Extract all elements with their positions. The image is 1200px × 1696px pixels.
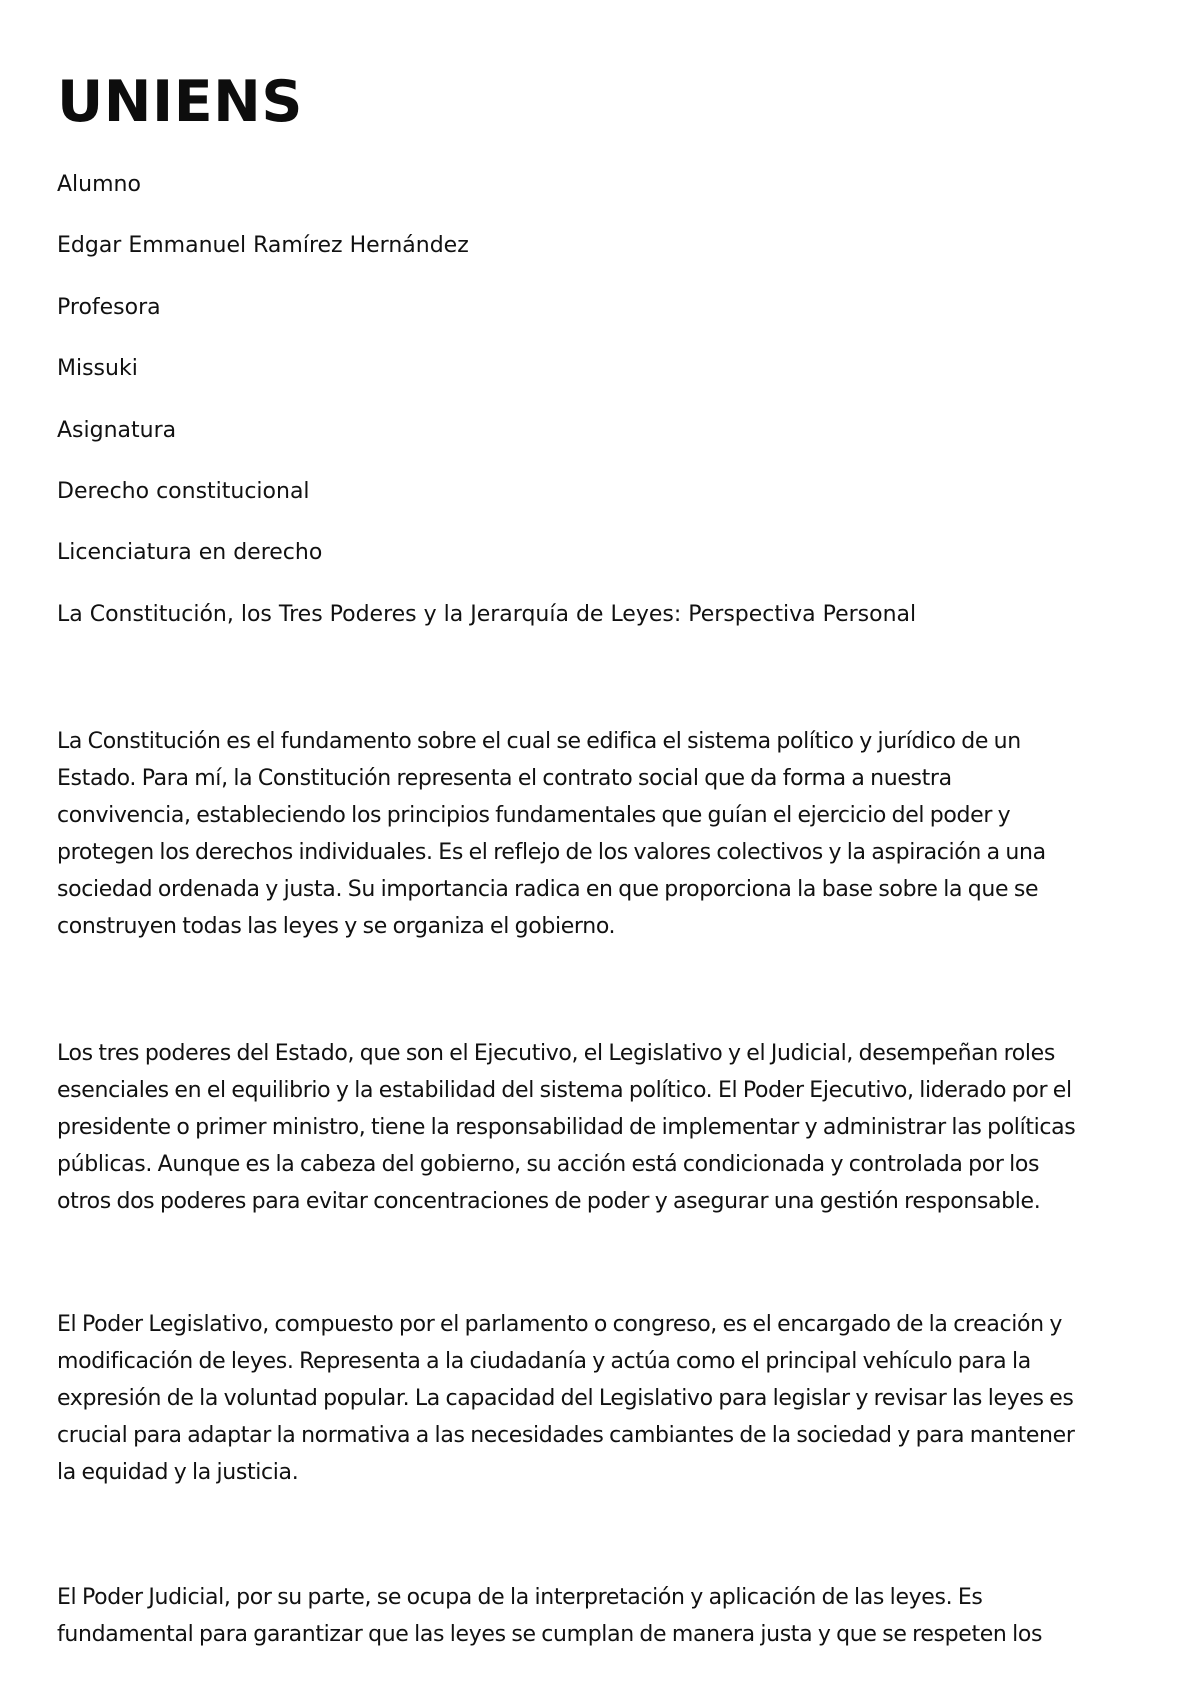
paragraph-judicial (57, 1579, 1157, 1653)
essay-title: La Constitución, los Tres Poderes y la Jerarquía de Leyes: Perspectiva Personal (57, 601, 917, 627)
subject-name: Derecho constitucional (57, 478, 310, 504)
paragraph-line: fundamental para garantizar que las leyes se cumplan de manera justa y que se respeten los (57, 1622, 1043, 1647)
paragraph-line: esenciales en el equilibrio y la estabilidad del sistema político. El Poder Ejecutivo, liderado por el (57, 1078, 1072, 1103)
paragraph-line: protegen los derechos individuales. Es el reflejo de los valores colectivos y la aspiración a una (57, 840, 1046, 865)
paragraph-line: El Poder Judicial, por su parte, se ocupa de la interpretación y aplicación de las leyes. Es (57, 1585, 983, 1610)
paragraph-line: crucial para adaptar la normativa a las necesidades cambiantes de la sociedad y para mantener (57, 1423, 1075, 1448)
paragraph-line: presidente o primer ministro, tiene la responsabilidad de implementar y administrar las políticas (57, 1115, 1076, 1140)
paragraph-line: la equidad y la justicia. (57, 1460, 299, 1485)
header-info (57, 170, 916, 661)
teacher-label: Profesora (57, 294, 161, 320)
paragraph-line: La Constitución es el fundamento sobre el cual se edifica el sistema político y jurídico de un (57, 729, 1021, 754)
paragraph-legislative (57, 1306, 1157, 1491)
paragraph-line: modificación de leyes. Representa a la ciudadanía y actúa como el principal vehículo para la (57, 1349, 1031, 1374)
subject-label: Asignatura (57, 417, 177, 443)
paragraph-line: sociedad ordenada y justa. Su importancia radica en que proporciona la base sobre la que se (57, 877, 1039, 902)
paragraph-constitution (57, 723, 1157, 945)
teacher-name: Missuki (57, 356, 138, 382)
paragraph-line: Estado. Para mí, la Constitución representa el contrato social que da forma a nuestra (57, 766, 952, 791)
paragraph-line: públicas. Aunque es la cabeza del gobierno, su acción está condicionada y controlada por los (57, 1152, 1040, 1177)
paragraph-line: expresión de la voluntad popular. La capacidad del Legislativo para legislar y revisar las leyes es (57, 1386, 1074, 1411)
paragraph-line: convivencia, estableciendo los principios fundamentales que guían el ejercicio del poder y (57, 803, 1011, 828)
student-name: Edgar Emmanuel Ramírez Hernández (57, 233, 469, 259)
paragraph-line: construyen todas las leyes y se organiza el gobierno. (57, 914, 616, 939)
student-label: Alumno (57, 172, 141, 197)
document-title: UNIENS (57, 69, 303, 135)
paragraph-line: otros dos poderes para evitar concentraciones de poder y asegurar una gestión responsable. (57, 1189, 1041, 1214)
paragraph-line: Los tres poderes del Estado, que son el Ejecutivo, el Legislativo y el Judicial, desempeñan roles (57, 1041, 1055, 1066)
paragraph-line: El Poder Legislativo, compuesto por el parlamento o congreso, es el encargado de la creación y (57, 1312, 1062, 1337)
paragraph-three-powers (57, 1035, 1157, 1220)
degree-name: Licenciatura en derecho (57, 540, 323, 566)
